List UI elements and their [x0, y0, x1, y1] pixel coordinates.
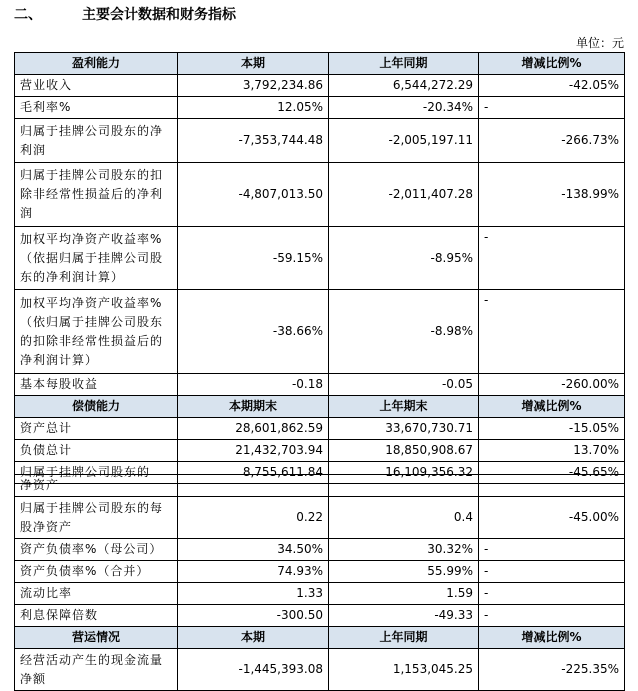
- cell-value: 34.50%: [178, 539, 329, 561]
- header-cell: 偿债能力: [15, 396, 178, 418]
- row-label: 归属于挂牌公司股东的每股净资产: [15, 497, 178, 539]
- cell-value: -49.33: [329, 605, 479, 627]
- cell-value: -: [479, 561, 625, 583]
- table-row: [15, 440, 625, 462]
- cell-value: 0.22: [178, 497, 329, 539]
- row-label: 净资产: [15, 475, 178, 497]
- header-cell: 本期: [178, 627, 329, 649]
- cell-value: -138.99%: [479, 163, 625, 227]
- table-row: [15, 561, 625, 583]
- cell-value: -0.05: [329, 374, 479, 396]
- table-row: [15, 497, 625, 539]
- cell-value: -300.50: [178, 605, 329, 627]
- row-label: 归属于挂牌公司股东的扣除非经常性损益后的净利润: [15, 163, 178, 227]
- row-label: 流动比率: [15, 583, 178, 605]
- table-header-row: [15, 53, 625, 75]
- financial-table-1: [14, 52, 625, 484]
- cell-value: -0.18: [178, 374, 329, 396]
- header-cell: 营运情况: [15, 627, 178, 649]
- row-label: 资产负债率%（合并）: [15, 561, 178, 583]
- section-heading: [14, 4, 236, 24]
- financial-table-2: [14, 474, 625, 691]
- cell-value: -20.34%: [329, 97, 479, 119]
- cell-value: 74.93%: [178, 561, 329, 583]
- cell-value: -8.95%: [329, 227, 479, 290]
- cell-value: -38.66%: [178, 290, 329, 374]
- unit-label: 单位：元: [575, 36, 624, 50]
- row-label: 加权平均净资产收益率%（依据归属于挂牌公司股东的净利润计算）: [15, 227, 178, 290]
- table-row: [15, 475, 625, 497]
- cell-value: 3,792,234.86: [178, 75, 329, 97]
- cell-value: -: [479, 605, 625, 627]
- cell-value: 0.4: [329, 497, 479, 539]
- cell-value: [329, 475, 479, 497]
- cell-value: -2,005,197.11: [329, 119, 479, 163]
- cell-value: 30.32%: [329, 539, 479, 561]
- table-row: [15, 605, 625, 627]
- header-cell: 上年期末: [329, 396, 479, 418]
- header-cell: 增减比例%: [479, 53, 625, 75]
- cell-value: -: [479, 97, 625, 119]
- header-cell: 增减比例%: [479, 396, 625, 418]
- cell-value: -8.98%: [329, 290, 479, 374]
- cell-value: [479, 475, 625, 497]
- row-label: 加权平均净资产收益率%（依归属于挂牌公司股东的扣除非经常性损益后的净利润计算）: [15, 290, 178, 374]
- cell-value: 33,670,730.71: [329, 418, 479, 440]
- header-cell: 上年同期: [329, 627, 479, 649]
- row-label: 负债总计: [15, 440, 178, 462]
- header-cell: 上年同期: [329, 53, 479, 75]
- table-header-row: [15, 396, 625, 418]
- table-header-row: [15, 627, 625, 649]
- row-label: 经营活动产生的现金流量净额: [15, 649, 178, 691]
- cell-value: 1.33: [178, 583, 329, 605]
- cell-value: 12.05%: [178, 97, 329, 119]
- table-row: [15, 418, 625, 440]
- table-row: [15, 75, 625, 97]
- row-label: 资产总计: [15, 418, 178, 440]
- table-row: [15, 539, 625, 561]
- cell-value: -4,807,013.50: [178, 163, 329, 227]
- section-title: 主要会计数据和财务指标: [82, 7, 236, 23]
- row-label: 基本每股收益: [15, 374, 178, 396]
- table-row: [15, 583, 625, 605]
- cell-value: 1,153,045.25: [329, 649, 479, 691]
- cell-value: 18,850,908.67: [329, 440, 479, 462]
- row-label: 归属于挂牌公司股东的: [15, 462, 178, 484]
- row-label: 营业收入: [15, 75, 178, 97]
- cell-value: -2,011,407.28: [329, 163, 479, 227]
- cell-value: 28,601,862.59: [178, 418, 329, 440]
- table-row: [15, 374, 625, 396]
- cell-value: -266.73%: [479, 119, 625, 163]
- cell-value: -42.05%: [479, 75, 625, 97]
- cell-value: 8,755,611.84: [178, 462, 329, 484]
- header-cell: 本期: [178, 53, 329, 75]
- row-label: 利息保障倍数: [15, 605, 178, 627]
- table-row: [15, 290, 625, 374]
- cell-value: 55.99%: [329, 561, 479, 583]
- cell-value: -: [479, 583, 625, 605]
- cell-value: 16,109,356.32: [329, 462, 479, 484]
- row-label: 资产负债率%（母公司）: [15, 539, 178, 561]
- cell-value: 1.59: [329, 583, 479, 605]
- table-row: [15, 163, 625, 227]
- table-row: [15, 227, 625, 290]
- cell-value: -1,445,393.08: [178, 649, 329, 691]
- cell-value: -: [479, 290, 625, 374]
- cell-value: [178, 475, 329, 497]
- row-label: 归属于挂牌公司股东的净利润: [15, 119, 178, 163]
- cell-value: -59.15%: [178, 227, 329, 290]
- header-cell: 本期期末: [178, 396, 329, 418]
- header-cell: 增减比例%: [479, 627, 625, 649]
- cell-value: -260.00%: [479, 374, 625, 396]
- section-number: 二、: [14, 7, 42, 23]
- table-row: [15, 649, 625, 691]
- cell-value: -45.00%: [479, 497, 625, 539]
- cell-value: -15.05%: [479, 418, 625, 440]
- table-row: [15, 119, 625, 163]
- cell-value: 13.70%: [479, 440, 625, 462]
- cell-value: -45.65%: [479, 462, 625, 484]
- cell-value: 6,544,272.29: [329, 75, 479, 97]
- cell-value: -7,353,744.48: [178, 119, 329, 163]
- cell-value: -: [479, 227, 625, 290]
- cell-value: -225.35%: [479, 649, 625, 691]
- table-row: [15, 97, 625, 119]
- row-label: 毛利率%: [15, 97, 178, 119]
- header-cell: 盈利能力: [15, 53, 178, 75]
- cell-value: 21,432,703.94: [178, 440, 329, 462]
- cell-value: -: [479, 539, 625, 561]
